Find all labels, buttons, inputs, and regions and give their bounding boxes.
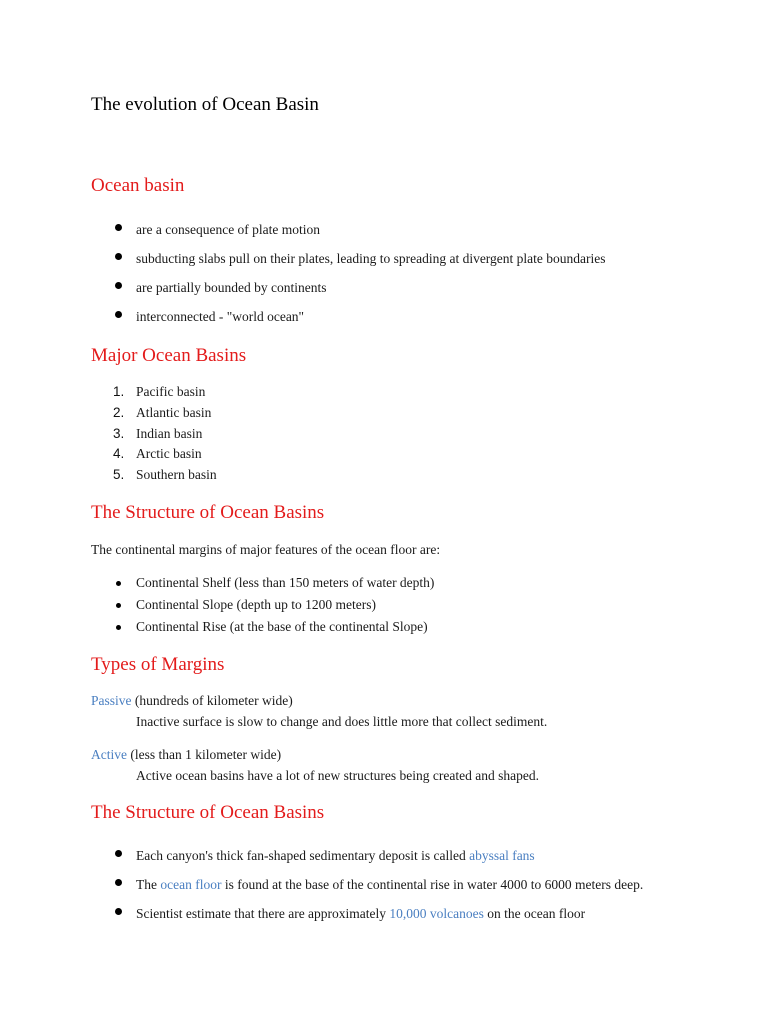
list-item: Continental Slope (depth up to 1200 meters) bbox=[136, 597, 376, 612]
bullet-dot bbox=[116, 603, 121, 608]
list-item: Arctic basin bbox=[136, 446, 202, 461]
ocean-floor-link[interactable]: ocean floor bbox=[160, 877, 222, 892]
bullet-dot bbox=[115, 850, 122, 857]
heading-structure-of-ocean-basins: The Structure of Ocean Basins bbox=[91, 502, 325, 523]
bullet-dot bbox=[115, 311, 122, 318]
list-item: Southern basin bbox=[136, 467, 217, 482]
list-item bbox=[136, 906, 585, 922]
bullet-dot bbox=[115, 879, 122, 886]
list-item: Continental Shelf (less than 150 meters of water depth) bbox=[136, 575, 435, 590]
active-description: Active ocean basins have a lot of new structures being created and shaped. bbox=[136, 768, 539, 783]
heading-major-ocean-basins: Major Ocean Basins bbox=[91, 345, 247, 366]
passive-margin-line bbox=[91, 693, 293, 709]
list-number: 5. bbox=[113, 467, 125, 482]
abyssal-fans-link[interactable]: abyssal fans bbox=[469, 848, 535, 863]
bullet-dot bbox=[116, 581, 121, 586]
bullet-dot bbox=[115, 253, 122, 260]
heading-types-of-margins: Types of Margins bbox=[91, 654, 225, 675]
list-item: interconnected - "world ocean" bbox=[136, 309, 305, 324]
list-item: are partially bounded by continents bbox=[136, 280, 327, 295]
list-number: 2. bbox=[113, 405, 125, 420]
list-item-text: on the ocean floor bbox=[483, 906, 586, 921]
list-item-text: The bbox=[136, 877, 161, 892]
volcanoes-link[interactable]: 10,000 volcanoes bbox=[389, 906, 484, 921]
intro-paragraph: The continental margins of major features of the ocean floor are: bbox=[91, 542, 441, 557]
document-title: The evolution of Ocean Basin bbox=[91, 94, 319, 115]
list-item: Atlantic basin bbox=[136, 405, 212, 420]
list-item: are a consequence of plate motion bbox=[136, 222, 321, 237]
list-item: Indian basin bbox=[136, 426, 203, 441]
list-item-text: Scientist estimate that there are approximately bbox=[136, 906, 390, 921]
list-number: 4. bbox=[113, 446, 125, 461]
list-item: subducting slabs pull on their plates, leading to spreading at divergent plate boundaries bbox=[136, 251, 606, 266]
heading-structure-of-ocean-basins-2: The Structure of Ocean Basins bbox=[91, 802, 325, 823]
passive-width-text: (hundreds of kilometer wide) bbox=[131, 693, 293, 708]
list-number: 3. bbox=[113, 426, 125, 441]
bullet-dot bbox=[115, 908, 122, 915]
list-item: Continental Rise (at the base of the continental Slope) bbox=[136, 619, 428, 634]
list-item: Pacific basin bbox=[136, 384, 206, 399]
passive-term-link[interactable]: Passive bbox=[91, 693, 132, 708]
passive-description: Inactive surface is slow to change and does little more that collect sediment. bbox=[136, 714, 548, 729]
bullet-dot bbox=[115, 224, 122, 231]
heading-ocean-basin: Ocean basin bbox=[91, 175, 185, 196]
active-term-link[interactable]: Active bbox=[91, 747, 127, 762]
list-number: 1. bbox=[113, 384, 125, 399]
list-item bbox=[136, 848, 535, 864]
bullet-dot bbox=[116, 625, 121, 630]
bullet-dot bbox=[115, 282, 122, 289]
list-item-text: Each canyon's thick fan-shaped sedimentary deposit is called bbox=[136, 848, 470, 863]
active-margin-line bbox=[91, 747, 281, 763]
list-item-text: is found at the base of the continental rise in water 4000 to 6000 meters deep. bbox=[221, 877, 644, 892]
active-width-text: (less than 1 kilometer wide) bbox=[127, 747, 282, 762]
list-item bbox=[136, 877, 643, 893]
